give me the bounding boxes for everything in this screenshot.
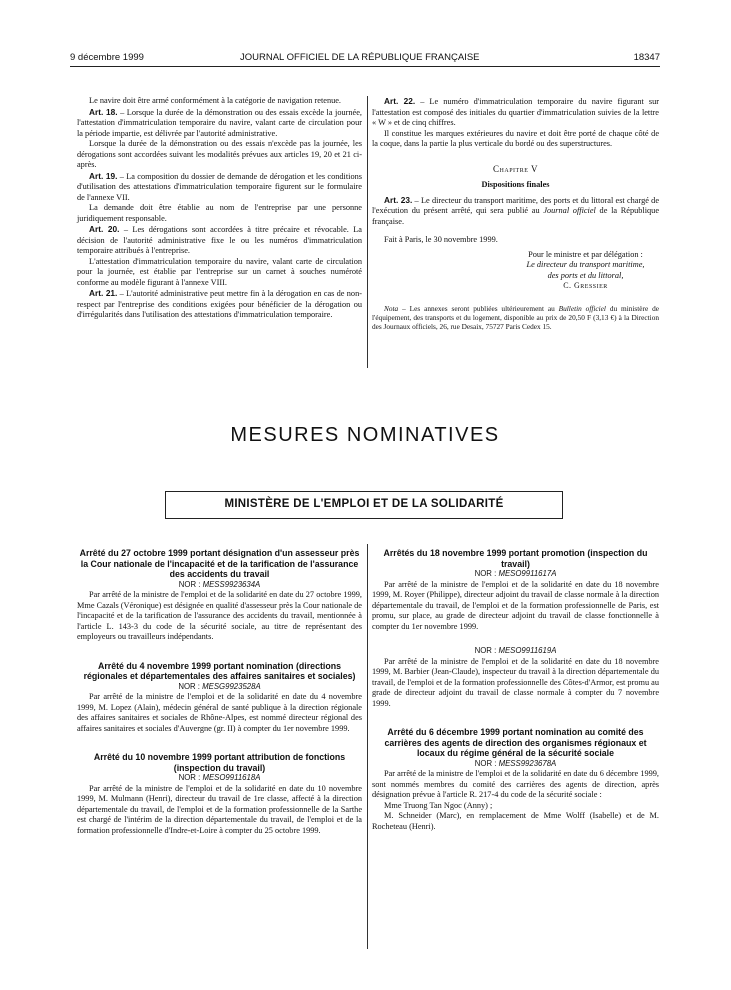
decree-block [77,661,362,735]
section-heading: Dispositions finales [481,180,550,189]
section-title: MESURES NOMINATIVES [230,424,500,446]
top-right-column [372,96,659,331]
column-divider [367,544,368,949]
decree-block [77,752,362,836]
list-item: Mme Truong Tan Ngoc (Anny) ; [384,800,493,810]
ministry-box: MINISTÈRE DE L'EMPLOI ET DE LA SOLIDARITÉ [165,491,563,519]
header-journal-title: JOURNAL OFFICIEL DE LA RÉPUBLIQUE FRANÇAISE [240,52,480,63]
signature-date: Fait à Paris, le 30 novembre 1999. [384,235,498,244]
nota: Nota – Les annexes seront publiées ultérieurement au Bulletin officiel du ministère de l'équipement, des transports et du logement, disponible au prix de 20,50 F (3,13 €) à la Direction des Journaux officiels, 26, rue Desaix, 75727 Paris Cedex 15. [372,303,659,331]
paragraph: Le navire doit être armé conformément à la catégorie de navigation retenue. [89,96,342,105]
decree-title: Arrêté du 27 octobre 1999 portant désignation d'un assesseur près la Cour nationale de l'incapacité et de la tarification de l'assurance des accidents du travail [79,548,360,579]
nor-reference: NOR : MESS9923634A [178,579,261,589]
decree-body: Par arrêté de la ministre de l'emploi et de la solidarité en date du 27 octobre 1999, Mme Cazals (Véronique) est désignée en qualité d'assesseur près la Cour nationale de l'incapacité et de la tarification de l'assurance des accidents du travail, mentionnée à l'article L. 143-3 du code de la sécurité sociale, au titre de représentant des employeurs ou travailleurs indépendants. [77,590,362,641]
page-header [70,50,660,67]
decree-title: Arrêtés du 18 novembre 1999 portant promotion (inspection du travail) [383,548,648,569]
decree-body: Par arrêté de la ministre de l'emploi et de la solidarité en date du 6 décembre 1999, sont nommés membres du comité des carrières des agents de direction, après désignation prévue à l'article R. 217-4 du code de la sécurité sociale : [372,769,659,799]
decree-block [372,646,659,709]
decree-title: Arrêté du 6 décembre 1999 portant nomination au comité des carrières des agents de direction des organismes régionaux et locaux du régime général de la sécurité sociale [384,727,647,758]
paragraph: L'attestation d'immatriculation temporaire du navire, valant carte de circulation pour la journée, est établie par l'entreprise sur un carnet à souches numéroté conforme au modèle figurant à l'annexe VIII. [77,256,362,287]
decree-body: Par arrêté de la ministre de l'emploi et de la solidarité en date du 18 novembre 1999, M. Royer (Philippe), directeur adjoint du travail de classe normale à la direction départementale du travail, de l'emploi et de la formation professionnelle de Paris, est promu, sur place, au grade de directeur adjoint du travail de classe fonctionnelle à compter du 1er novembre 1999. [372,579,659,631]
article-23: Art. 23. – Le directeur du transport maritime, des ports et du littoral est chargé de l'exécution du présent arrêté, qui sera publié au Journal officiel de la République française. [372,194,660,226]
decree-body: Par arrêté de la ministre de l'emploi et de la solidarité en date du 4 novembre 1999, M. Lopez (Alain), médecin général de santé publique à la direction régionale des affaires sanitaires et sociales de Rhône-Alpes, est nommé directeur régional des affaires sanitaires et sociales d'Auvergne (gr. II) à compter du 1er novembre 1999. [77,692,362,733]
article-22: Art. 22. – Le numéro d'immatriculation temporaire du navire figurant sur l'attestation est composé des initiales du quartier d'immatriculation suivies de la lettre « W » et de cinq chiffres. [372,96,659,127]
article-20: Art. 20. – Les dérogations sont accordées à titre précaire et révocable. La décision de l'autorité administrative fixe le ou les numéros d'immatriculation temporaire attribués à l'entreprise. [77,224,362,255]
header-page-number: 18347 [633,52,660,63]
paragraph: Lorsque la durée de la démonstration ou des essais n'excède pas la journée, les dérogations sont accordées suivant les modalités prévues aux articles 19, 20 et 21 ci-après. [77,139,362,169]
decree-title: Arrêté du 10 novembre 1999 portant attribution de fonctions (inspection du travail) [93,752,346,773]
paragraph: Il constitue les marques extérieures du navire et doit être porté de chaque côté de la coque, dans la partie la plus verticale du bordé ou des superstructures. [372,128,659,148]
decree-block [372,548,659,632]
list-item: M. Schneider (Marc), en remplacement de Mme Wolff (Isabelle) et de M. Rocheteau (Henri). [372,811,659,831]
article-21: Art. 21. – L'autorité administrative peut mettre fin à la dérogation en cas de non-respect par l'entreprise des conditions exigées pour bénéficier de la dérogation ou d'irrégularités dans l'utilisation des attestations d'immatriculation temporaire. [77,288,362,319]
decree-title: Arrêté du 4 novembre 1999 portant nomination (directions régionales et départementales des affaires sanitaires et sociales) [83,660,356,681]
column-divider [367,96,368,368]
paragraph: La demande doit être établie au nom de l'entreprise par une personne juridiquement responsable. [77,203,362,223]
chapter-heading: Chapitre V [493,163,538,174]
decree-block [77,548,362,643]
decree-block [372,727,659,832]
bottom-left-column [77,548,362,836]
nor-reference: NOR : MESO9911617A [474,569,557,578]
nor-reference: NOR : MESS9923678A [474,758,557,768]
nor-reference: NOR : MESO9911619A [474,646,557,655]
nor-reference: NOR : MESO9911618A [178,773,261,782]
bottom-right-column [372,548,659,832]
nor-reference: NOR : MESG9923528A [178,681,261,691]
article-19: Art. 19. – La composition du dossier de demande de dérogation et les conditions d'utilisation des attestations d'immatriculation temporaire figurent sur le formulaire de l'annexe VII. [77,170,362,202]
header-date: 9 décembre 1999 [70,52,144,63]
signature-block: Pour le ministre et par délégation : Le directeur du transport maritime, des ports et du littoral, C. Gressier [526,249,645,290]
article-18: Art. 18. – Lorsque la durée de la démonstration ou des essais excède la journée, l'attestation d'immatriculation temporaire du navire, valant carte de circulation pour la période impartie, est délivrée par l'autorité administrative. [77,106,362,138]
top-left-column [77,96,362,321]
decree-body: Par arrêté de la ministre de l'emploi et de la solidarité en date du 18 novembre 1999, M. Barbier (Jean-Claude), inspecteur du travail à la direction départementale du travail, de l'emploi et de la formation professionnelle des Côtes-d'Armor, est promu au grade de directeur adjoint du travail de classe normale à compter du 7 novembre 1999. [372,656,659,708]
decree-body: Par arrêté de la ministre de l'emploi et de la solidarité en date du 10 novembre 1999, M. Mulmann (Henri), directeur du travail de 1re classe, affecté à la direction départementale du travail, de l'emploi et de la formation professionnelle de la Sarthe est chargé de l'intérim de la direction départementale du travail, de l'emploi et de la formation professionnelle d'Indre-et-Loire à compter du 25 octobre 1999. [77,783,362,835]
